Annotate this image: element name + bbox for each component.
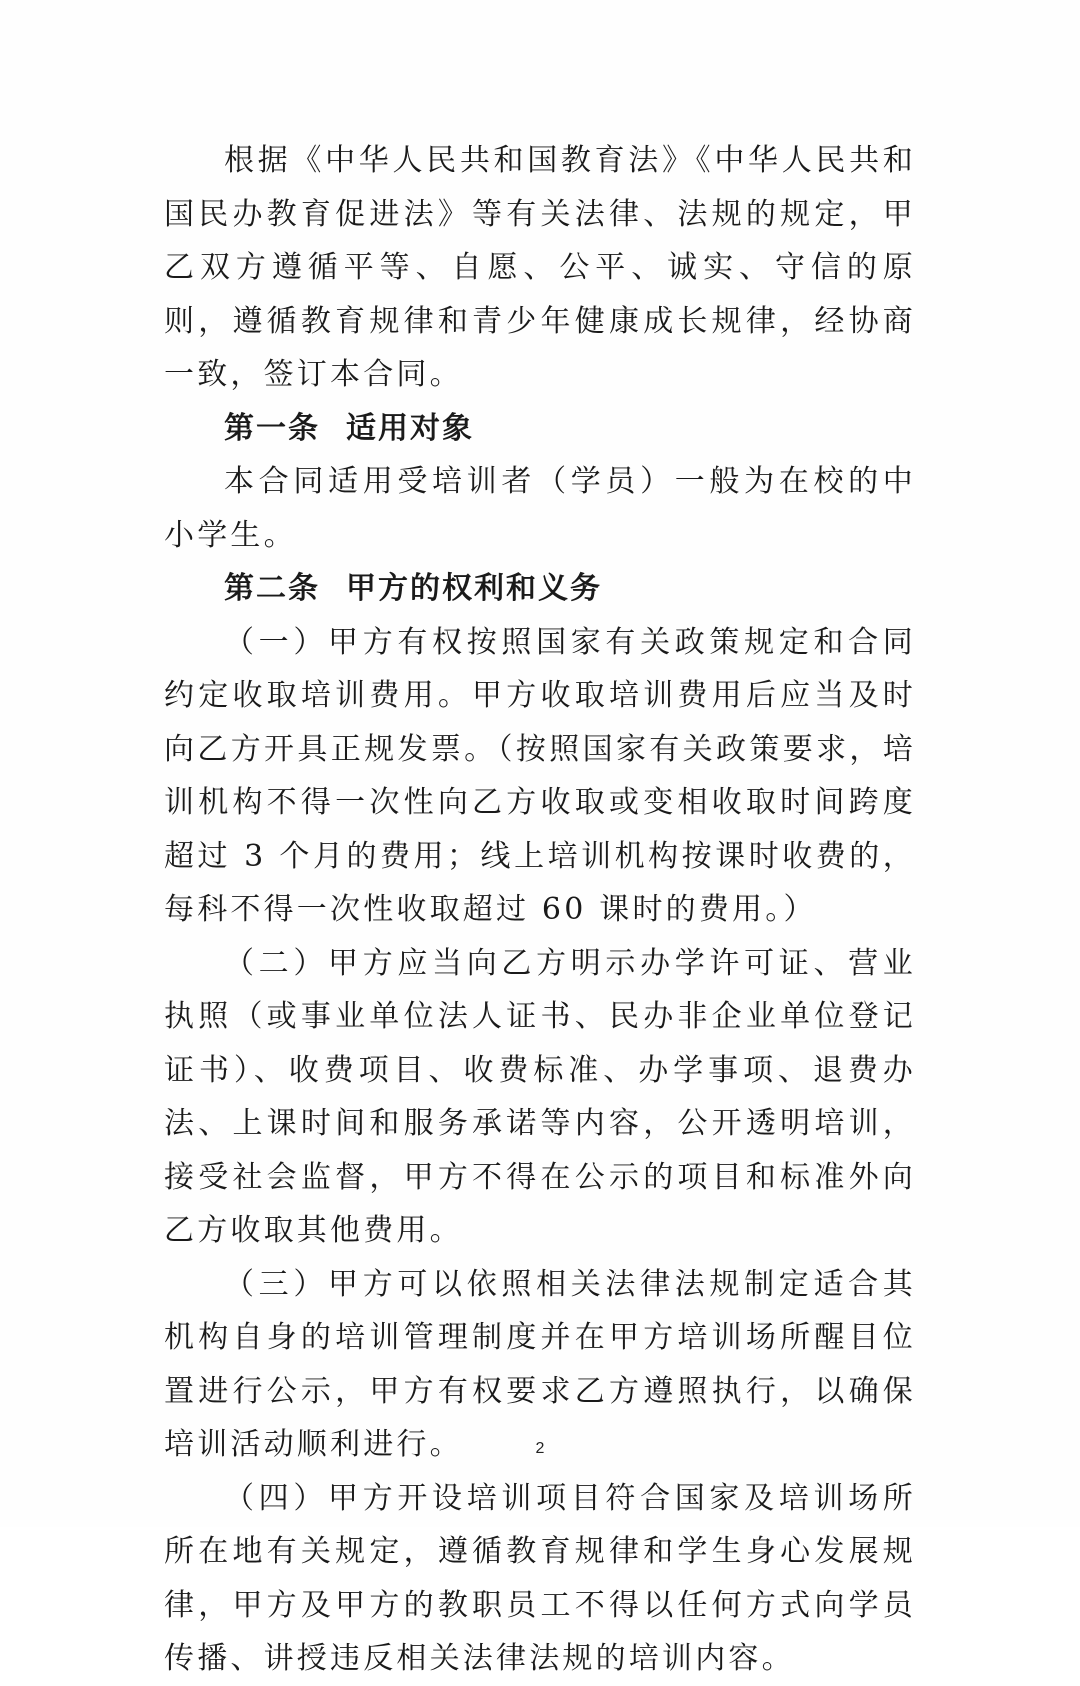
article-1-title: 适用对象 bbox=[346, 410, 474, 446]
intro-paragraph: 根据《中华人民共和国教育法》《中华人民共和国民办教育促进法》等有关法律、法规的规定，甲乙双方遵循平等、自愿、公平、诚实、守信的原则，遵循教育规律和青少年健康成长规律，经协商一致，签订本合同。 bbox=[164, 143, 916, 392]
clause-paragraph: （三）甲方可以依照相关法律法规制定适合其机构自身的培训管理制度并在甲方培训场所醒目位置进行公示，甲方有权要求乙方遵照执行，以确保培训活动顺利进行。 bbox=[164, 1266, 916, 1462]
article-2-heading bbox=[164, 562, 916, 616]
clause-paragraph: （二）甲方应当向乙方明示办学许可证、营业执照（或事业单位法人证书、民办非企业单位登记证书）、收费项目、收费标准、办学事项、退费办法、上课时间和服务承诺等内容，公开透明培训，接受社会监督，甲方不得在公示的项目和标准外向乙方收取其他费用。 bbox=[164, 945, 916, 1248]
article-1-heading bbox=[164, 402, 916, 456]
article-2-title: 甲方的权利和义务 bbox=[346, 571, 602, 606]
article-1-number: 第一条 bbox=[224, 410, 320, 446]
article-1-body: 本合同适用受培训者（学员）一般为在校的中小学生。 bbox=[164, 464, 916, 553]
clause-paragraph: （一）甲方有权按照国家有关政策规定和合同约定收取培训费用。甲方收取培训费用后应当及时向乙方开具正规发票。（按照国家有关政策要求，培训机构不得一次性向乙方收取或变相收取时间跨度超过 3 个月的费用；线上培训机构按课时收费的，每科不得一次性收取超过 60 课时的费用。） bbox=[164, 624, 916, 927]
clause-paragraph: （四）甲方开设培训项目符合国家及培训场所所在地有关规定，遵循教育规律和学生身心发展规律，甲方及甲方的教职员工不得以任何方式向学员传播、讲授违反相关法律法规的培训内容。 bbox=[164, 1480, 916, 1676]
article-2-number: 第二条 bbox=[224, 571, 320, 606]
page-number: 2 bbox=[535, 1440, 545, 1457]
